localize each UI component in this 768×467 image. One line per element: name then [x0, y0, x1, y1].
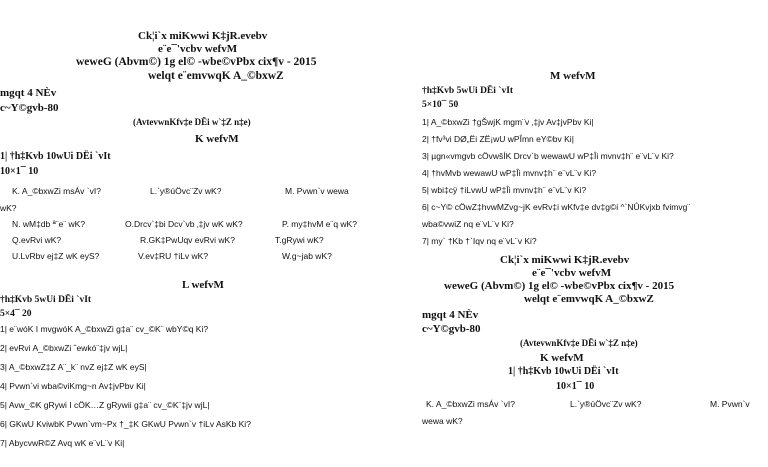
left-question-2: 2| evRvi A_©bxwZi ˆewkó¨‡jv wjL|	[0, 343, 128, 353]
right-section-k-title: K wefvM	[540, 352, 584, 364]
left-mcq-1a: K. A_©bxwZi msÁv `vI?	[12, 186, 101, 196]
right-question-6: 6| c~Y© cÖwZ‡hvwMZvg~jK evRv‡i wKfv‡e dv‡g©i ^`NÛKvjxb fvimvg¨	[422, 202, 691, 212]
left-section-k-score: 10×1¯ 10	[0, 166, 39, 177]
left-question-6: 6| GKwU KviwbK Pvwn`vm~Px †_‡K GKwU Pvwn`v †iLv AsKb Ki?	[0, 419, 251, 429]
left-mcq-2a: N. wM‡db ª¨e¨ wK?	[12, 219, 86, 229]
left-mcq-2b: O.Drcv`‡bi Dcv`vb ‚‡jv wK wK?	[125, 219, 243, 229]
right-section-m-score: 5×10¯ 50	[422, 100, 459, 110]
left-mcq-4c: W.g~jab wK?	[282, 251, 332, 261]
left-mcq-3b: R.GK‡PwUqv evRvi wK?	[140, 235, 235, 245]
right-section-m-instruction: †h‡Kvb 5wUi DËi `vIt	[422, 86, 514, 96]
left-mcq-4b: V.ev‡RU †iLv wK?	[138, 251, 209, 261]
left-question-5: 5| Avw_©K gRywi I cÖK…Z gRywii g‡a¨ cv_©K¨‡jv wjL|	[0, 400, 210, 410]
left-mcq-1b: L.`y®úÖvc¨Zv wK?	[150, 186, 222, 196]
left-question-1: 1| e¨wóK I mvgwóK A_©bxwZi g‡a¨ cv_©K¨ wbY©q Ki?	[0, 324, 209, 334]
right-header-exam: weweG (Abvm©) 1g el© -wbe©vPbx cix¶v - 2015	[444, 280, 675, 292]
right-question-3: 3| µgn«vmgvb cÖvwšÍK Drcv`b wewawU wP‡Îi mvnv‡h¨ e¨vL¨v Ki?	[422, 151, 674, 161]
right-question-1: 1| A_©bxwZi †gŠwjK mgm¨v ‚‡jv Av‡jvPbv Ki|	[422, 117, 594, 127]
left-total-marks: c~Y©gvb-80	[0, 102, 59, 114]
left-mcq-1c: M. Pvwn`v wewa	[285, 186, 349, 196]
right-header-subject: welqt e¨emvwqK A_©bxwZ	[524, 293, 654, 305]
right-question-2: 2| †fv³vi DØ„Ëi ZË¡wU wPÎmn eY©bv Ki|	[422, 134, 574, 144]
right-time: mgqt 4 NÈv	[422, 309, 479, 321]
left-section-l-score: 5×4¯ 20	[0, 309, 32, 319]
right-section-k-score: 10×1¯ 10	[556, 381, 595, 392]
right-section-k-instruction: 1| †h‡Kvb 10wUi DËi `vIt	[508, 366, 619, 377]
right-question-5: 5| wbi‡cÿ †iLvwU wP‡Îi mvnv‡h¨ e¨vL¨v Ki?	[422, 185, 587, 195]
right-question-7: 7| my` †Kb †`Iqv nq e¨vL¨v Ki?	[422, 236, 537, 246]
left-header-department: e¨e¯'vcbv wefvM	[158, 43, 238, 55]
right-exam-page	[420, 0, 768, 467]
left-question-3: 3| A_©bxwZ‡Z A¨_k¨ nvZ ej‡Z wK eyS|	[0, 362, 147, 372]
right-mcq-b: L.`y®úÖvc¨Zv wK?	[570, 399, 642, 409]
right-question-6-wrap: wba©vwiZ nq e¨vL¨v Ki?	[422, 219, 514, 229]
left-header-subject: welqt e¨emvwqK A_©bxwZ	[148, 70, 284, 82]
left-header-exam: weweG (Abvm©) 1g el© -wbe©vPbx cix¶v - 2015	[76, 56, 317, 68]
right-question-4: 4| †hvMvb wewawU wP‡Îi mvnv‡h¨ e¨vL¨v Ki?	[422, 168, 597, 178]
left-section-k-note: (AvtevwnKfv‡e DËi w`‡Z n‡e)	[133, 117, 251, 127]
left-question-4: 4| Pvwn`vi wba©viKmg~n Av‡jvPbv Ki|	[0, 381, 146, 391]
left-mcq-1-wrap: wK?	[0, 203, 17, 213]
left-mcq-4a: U.LvRbv ej‡Z wK eyS?	[12, 251, 100, 261]
left-mcq-3a: Q.evRvi wK?	[12, 235, 62, 245]
left-mcq-2c: P. my‡hvM e¨q wK?	[282, 219, 357, 229]
right-section-m-title: M wefvM	[550, 70, 596, 82]
right-section-k-note: (AvtevwnKfv‡e DËi w`‡Z n‡e)	[520, 338, 638, 348]
left-mcq-3c: T.gRywi wK?	[275, 235, 324, 245]
right-mcq-wrap: wewa wK?	[422, 416, 463, 426]
left-section-k-title: K wefvM	[195, 133, 239, 145]
left-header-institution: Ck¦i`x miKwwi K‡jR.evebv	[138, 30, 268, 42]
right-mcq-c: M. Pvwn`v	[710, 399, 750, 409]
right-mcq-a: K. A_©bxwZi msÁv `vI?	[426, 399, 515, 409]
left-section-k-instruction: 1| †h‡Kvb 10wUi DËi `vIt	[0, 151, 111, 162]
right-header-institution: Ck¦i`x miKwwi K‡jR.evebv	[500, 254, 630, 266]
right-total-marks: c~Y©gvb-80	[422, 323, 481, 335]
left-question-7: 7| AbycvwR©Z Avq wK e¨vL¨v Ki|	[0, 438, 125, 448]
left-section-l-title: L wefvM	[182, 279, 224, 291]
left-section-l-instruction: †h‡Kvb 5wUi DËi `vIt	[0, 295, 92, 305]
left-time: mgqt 4 NÈv	[0, 87, 57, 99]
right-header-department: e¨e¯'vcbv wefvM	[532, 267, 612, 279]
